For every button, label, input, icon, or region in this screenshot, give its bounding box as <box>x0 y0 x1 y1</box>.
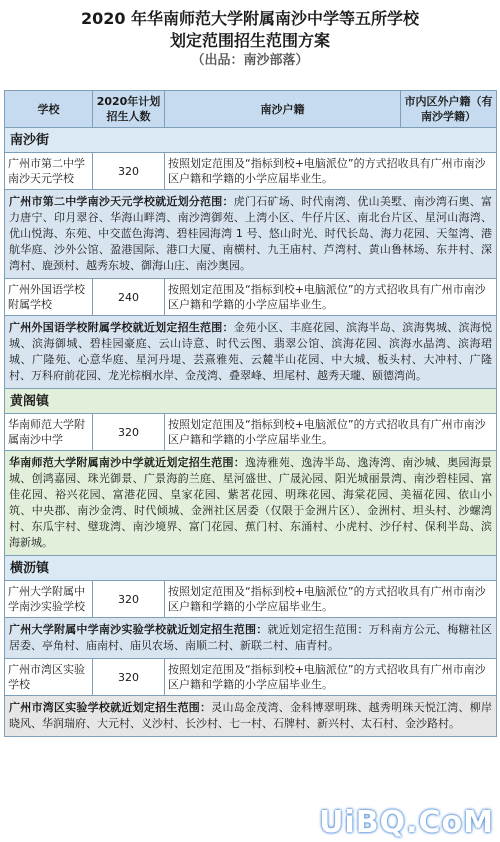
scope-cell <box>5 696 497 737</box>
district-name: 黄阁镇 <box>5 389 497 414</box>
scope-heading: 广州市湾区实验学校就近划定招生范围： <box>9 701 212 714</box>
scope-cell <box>5 618 497 659</box>
scope-heading: 广州外国语学校附属学校就近划定招生范围： <box>9 321 234 334</box>
page-header <box>0 0 500 70</box>
enrollment-table <box>4 90 497 737</box>
school-name: 广州大学附属中学南沙实验学校 <box>5 581 93 618</box>
school-row <box>5 153 497 190</box>
title-line-2: 划定范围招生范围方案 <box>169 31 330 50</box>
scope-row <box>5 190 497 279</box>
scope-heading: 华南师范大学附属南沙中学就近划定招生范围： <box>9 456 245 469</box>
school-policy: 按照划定范围及“指标到校+电脑派位”的方式招收具有广州市南沙区户籍和学籍的小学应届毕业生。 <box>165 279 497 316</box>
header-quota: 2020年计划招生人数 <box>93 91 165 128</box>
school-policy: 按照划定范围及“指标到校+电脑派位”的方式招收具有广州市南沙区户籍和学籍的小学应届毕业生。 <box>165 414 497 451</box>
scope-text: 逸涛雅苑、逸涛半岛、逸涛湾、南沙城、奥园海景城、创鸿嘉园、珠光御景、广景海韵兰庭、星河盛世、广晟沁园、阳光城丽景湾、南沙碧桂园、富佳花园、裕兴花园、富港花园、皇家花园、紫茗花园、明珠花园、海棠花园、美福花园、依山小筑、中央郡、南沙金湾、时代倾城、金洲社区居委（仅限于金洲片区）、金洲村、坦头村、沙螺湾村、东瓜宇村、璧珑湾、南沙境界、富门花园、蕉门村、东涌村、小虎村、沙仔村、保利半岛、滨海新城。 <box>9 456 492 549</box>
school-name: 华南师范大学附属南沙中学 <box>5 414 93 451</box>
site-watermark: UiBQ.CoM <box>319 805 494 840</box>
source-credit: （出品：南沙部落） <box>191 53 309 68</box>
scope-row <box>5 618 497 659</box>
school-row <box>5 581 497 618</box>
district-name: 南沙街 <box>5 128 497 153</box>
scope-row <box>5 451 497 556</box>
school-quota: 320 <box>93 414 165 451</box>
school-policy: 按照划定范围及“指标到校+电脑派位”的方式招收具有广州市南沙区户籍和学籍的小学应届毕业生。 <box>165 659 497 696</box>
scope-text: 虎门石矿场、时代南湾、优山美墅、南沙湾石奥、富力唐宁、印月翠谷、华海山畔湾、南沙湾御苑、上湾小区、牛仔片区、南北台片区、星河山海湾、优山悦海、东苑、中交蓝色海湾、碧桂园海湾 1 号、悠山时光、时代长岛、海力花园、天玺湾、港航华庭、沙外公馆、盈港国际、港口大厦、南横村、九王庙村、芦湾村、黄山鲁林场、东井村、深湾村、鹿颈村、越秀东坡、御海山庄、南沙奥园。 <box>9 195 493 272</box>
school-name: 广州市第二中学南沙天元学校 <box>5 153 93 190</box>
table-header-row <box>5 91 497 128</box>
school-row <box>5 414 497 451</box>
district-row <box>5 556 497 581</box>
school-name: 广州外国语学校附属学校 <box>5 279 93 316</box>
school-quota: 240 <box>93 279 165 316</box>
school-row <box>5 279 497 316</box>
school-quota: 320 <box>93 153 165 190</box>
district-name: 横沥镇 <box>5 556 497 581</box>
scope-cell <box>5 451 497 556</box>
school-name: 广州市湾区实验学校 <box>5 659 93 696</box>
school-quota: 320 <box>93 581 165 618</box>
school-quota: 320 <box>93 659 165 696</box>
school-policy: 按照划定范围及“指标到校+电脑派位”的方式招收具有广州市南沙区户籍和学籍的小学应届毕业生。 <box>165 153 497 190</box>
title-line-1: 2020 年华南师范大学附属南沙中学等五所学校 <box>80 9 420 28</box>
scope-heading: 广州大学附属中学南沙实验学校就近划定招生范围： <box>9 623 268 636</box>
header-outside-residency: 市内区外户籍（有南沙学籍） <box>401 91 497 128</box>
scope-row <box>5 316 497 389</box>
scope-cell <box>5 316 497 389</box>
scope-text: 金苑小区、丰庭花园、滨海半岛、滨海隽城、滨海悦城、滨海御城、碧桂园豪庭、云山诗意、时代云图、翡翠公馆、滨海花园、滨海水晶湾、滨海珺城、广隆苑、心意华庭、星河丹堤、芸熹雅苑、云麓半山花园、中大城、板头村、大冲村、广隆村、万科府前花园、龙光棕榈水岸、金茂湾、叠翠峰、坦尾村、越秀天瓏、颐德湾尚。 <box>9 321 493 382</box>
scope-text: 就近划定招生范围：万科南方公元、梅糖社区居委、亭角村、庙南村、庙贝农场、南顺二村、新联二村、庙青村。 <box>9 623 493 652</box>
school-policy: 按照划定范围及“指标到校+电脑派位”的方式招收具有广州市南沙区户籍和学籍的小学应届毕业生。 <box>165 581 497 618</box>
scope-text: 灵山岛金茂湾、金科博翠明珠、越秀明珠天悦江湾、柳岸晓风、华润瑞府、大元村、义沙村、长沙村、七一村、石牌村、新兴村、太石村、金沙路村。 <box>9 701 493 730</box>
scope-cell <box>5 190 497 279</box>
scope-row <box>5 696 497 737</box>
header-residency: 南沙户籍 <box>165 91 401 128</box>
school-row <box>5 659 497 696</box>
header-school: 学校 <box>5 91 93 128</box>
district-row <box>5 128 497 153</box>
district-row <box>5 389 497 414</box>
scope-heading: 广州市第二中学南沙天元学校就近划分范围： <box>9 195 234 208</box>
